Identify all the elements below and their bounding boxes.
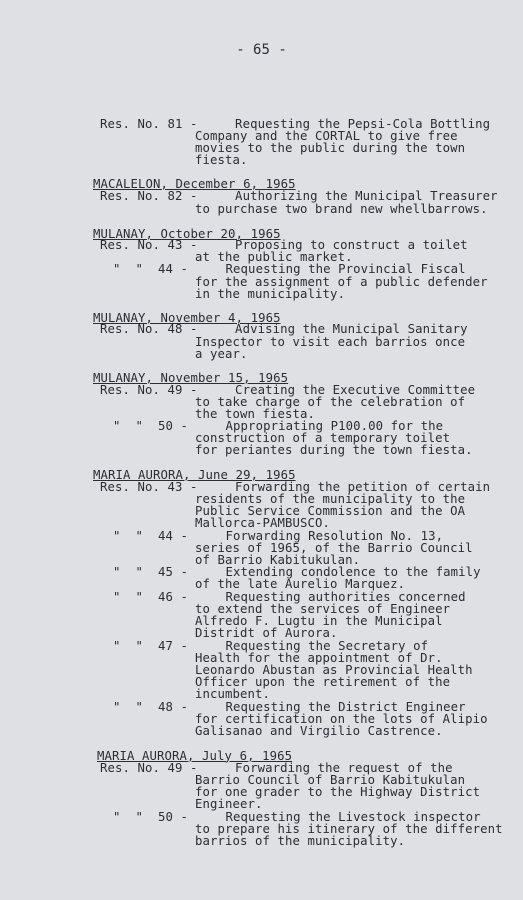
text-line: " " 45 - Extending condolence to the family: [113, 565, 481, 579]
text-line: barrios of the municipality.: [195, 834, 406, 848]
text-line: " " 50 - Appropriating P100.00 for the: [113, 419, 444, 433]
section-header: MULANAY, November 15, 1965: [93, 371, 289, 385]
text-line: Res. No. 49 - Creating the Executive Committee: [100, 383, 476, 397]
text-line: a year.: [195, 347, 248, 361]
text-line: to extend the services of Engineer: [195, 602, 451, 616]
text-line: at the public market.: [195, 250, 353, 264]
text-line: for one grader to the Highway District: [195, 785, 481, 799]
text-line: to take charge of the celebration of: [195, 395, 466, 409]
text-line: Inspector to visit each barrios once: [195, 335, 466, 349]
text-line: to prepare his itinerary of the different: [195, 822, 503, 836]
text-line: fiesta.: [195, 153, 248, 167]
section-header: MARIA AURORA, June 29, 1965: [93, 468, 296, 482]
text-line: to purchase two brand new whellbarrows.: [195, 202, 488, 216]
text-line: Res. No. 82 - Authorizing the Municipal Treasurer: [100, 189, 498, 203]
text-line: " " 50 - Requesting the Livestock inspector: [113, 810, 481, 824]
text-line: Res. No. 43 - Forwarding the petition of certain: [100, 480, 491, 494]
page-number: - 65 -: [236, 42, 287, 58]
text-line: Res. No. 81 - Requesting the Pepsi-Cola Bottling: [100, 117, 491, 131]
text-line: Officer upon the retirement of the: [195, 675, 451, 689]
text-line: incumbent.: [195, 687, 271, 701]
text-line: Res. No. 48 - Advising the Municipal Sanitary: [100, 322, 468, 336]
text-line: in the municipality.: [195, 287, 346, 301]
text-line: " " 48 - Requesting the District Engineer: [113, 700, 466, 714]
section-header: MARIA AURORA, July 6, 1965: [97, 749, 293, 763]
text-line: " " 44 - Requesting the Provincial Fiscal: [113, 262, 466, 276]
text-line: of Barrio Kabitukulan.: [195, 553, 361, 567]
text-line: " " 44 - Forwarding Resolution No. 13,: [113, 529, 444, 543]
text-line: of the late Aurelio Marquez.: [195, 577, 406, 591]
text-line: " " 46 - Requesting authorities concerned: [113, 590, 466, 604]
text-line: Public Service Commission and the OA: [195, 504, 466, 518]
section-header: MACALELON, December 6, 1965: [93, 177, 296, 191]
text-line: Leonardo Abustan as Provincial Health: [195, 663, 473, 677]
text-line: Company and the CORTAL to give free: [195, 129, 458, 143]
text-line: for the assignment of a public defender: [195, 275, 488, 289]
text-line: " " 47 - Requesting the Secretary of: [113, 639, 429, 653]
text-line: Mallorca-PAMBUSCO.: [195, 516, 331, 530]
text-line: Res. No. 49 - Forwarding the request of the: [100, 761, 453, 775]
text-line: Distridt of Aurora.: [195, 626, 338, 640]
text-line: residents of the municipality to the: [195, 492, 466, 506]
text-line: the town fiesta.: [195, 407, 316, 421]
text-line: Barrio Council of Barrio Kabitukulan: [195, 773, 466, 787]
section-header: MULANAY, October 20, 1965: [93, 227, 281, 241]
text-line: Alfredo F. Lugtu in the Municipal: [195, 614, 443, 628]
text-line: series of 1965, of the Barrio Council: [195, 541, 473, 555]
text-line: movies to the public during the town: [195, 141, 466, 155]
text-line: construction of a temporary toilet: [195, 431, 451, 445]
text-line: Health for the appointment of Dr.: [195, 651, 443, 665]
text-line: for periantes during the town fiesta.: [195, 443, 473, 457]
text-line: Galisanao and Virgilio Castrence.: [195, 724, 443, 738]
text-line: for certification on the lots of Alipio: [195, 712, 488, 726]
section-header: MULANAY, November 4, 1965: [93, 311, 281, 325]
text-line: Res. No. 43 - Proposing to construct a toilet: [100, 238, 468, 252]
text-line: Engineer.: [195, 797, 263, 811]
